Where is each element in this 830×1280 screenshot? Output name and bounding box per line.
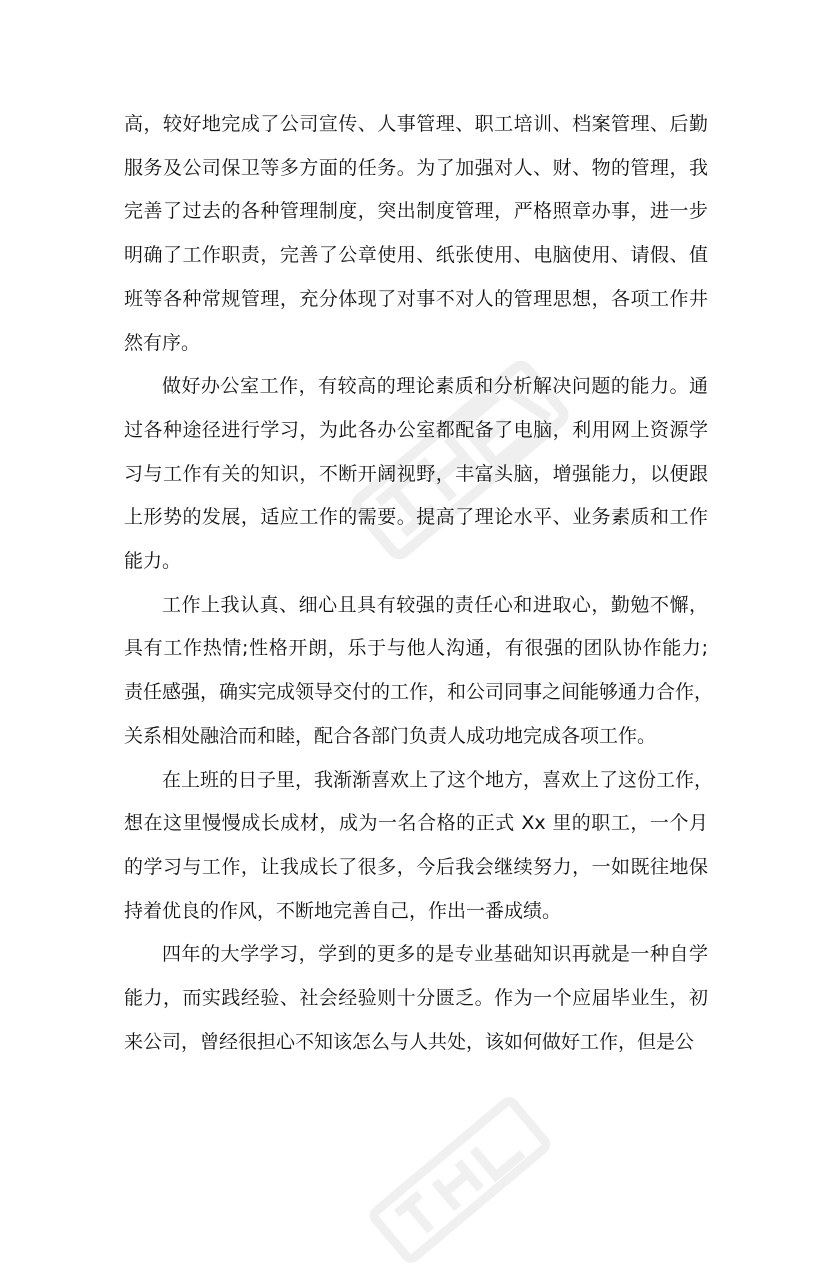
text-line: 来公司，曾经很担心不知该怎么与人共处，该如何做好工作，但是公 [124,1030,695,1053]
text-line: 在上班的日子里，我渐渐喜欢上了这个地方，喜欢上了这份工作， [162,768,714,791]
body-text [124,103,714,1064]
paragraph [124,584,714,759]
text-line: 上形势的发展，适应工作的需要。提高了理论水平、业务素质和工作 [124,506,708,529]
text-line: 的学习与工作，让我成长了很多，今后我会继续努力，一如既往地保 [124,855,708,878]
watermark-graphic-bottom [360,1080,560,1280]
text-line: 持着优良的作风，不断地完善自己，作出一番成绩。 [124,899,562,922]
text-line: 能力。 [124,550,182,573]
text-line: 能力，而实践经验、社会经验则十分匮乏。作为一个应届毕业生，初 [124,987,708,1010]
paragraph [124,365,708,584]
text-line: 过各种途径进行学习，为此各办公室都配备了电脑，利用网上资源学 [124,418,708,441]
text-line: 关系相处融洽而和睦，配合各部门负责人成功地完成各项工作。 [124,724,657,747]
text-line: 然有序。 [124,331,201,354]
text-line: 习与工作有关的知识，不断开阔视野，丰富头脑，增强能力，以便跟 [124,462,708,485]
text-line: 服务及公司保卫等多方面的任务。为了加强对人、财、物的管理，我 [124,156,708,179]
paragraph [124,933,708,1064]
text-line: 完善了过去的各种管理制度，突出制度管理，严格照章办事，进一步 [124,200,708,223]
text-line: 四年的大学学习，学到的更多的是专业基础知识再就是一种自学 [162,943,708,966]
text-line: 明确了工作职责，完善了公章使用、纸张使用、电脑使用、请假、值 [124,244,708,267]
text-line: 班等各种常规管理，充分体现了对事不对人的管理思想，各项工作井 [124,287,708,310]
text-line: 工作上我认真、细心且具有较强的责任心和进取心，勤勉不懈， [162,593,708,616]
text-line: 具有工作热情;性格开朗，乐于与他人沟通，有很强的团队协作能力; [124,637,708,660]
text-line: 做好办公室工作，有较高的理论素质和分析解决问题的能力。通 [162,375,708,398]
text-line: 高，较好地完成了公司宣传、人事管理、职工培训、档案管理、后勤 [124,113,708,135]
paragraph [124,759,714,934]
text-line: 想在这里慢慢成长成材，成为一名合格的正式 Xx 里的职工，一个月 [124,812,708,835]
text-line: 责任感强，确实完成领导交付的工作，和公司同事之间能够通力合作， [124,681,714,704]
paragraph [124,103,708,365]
